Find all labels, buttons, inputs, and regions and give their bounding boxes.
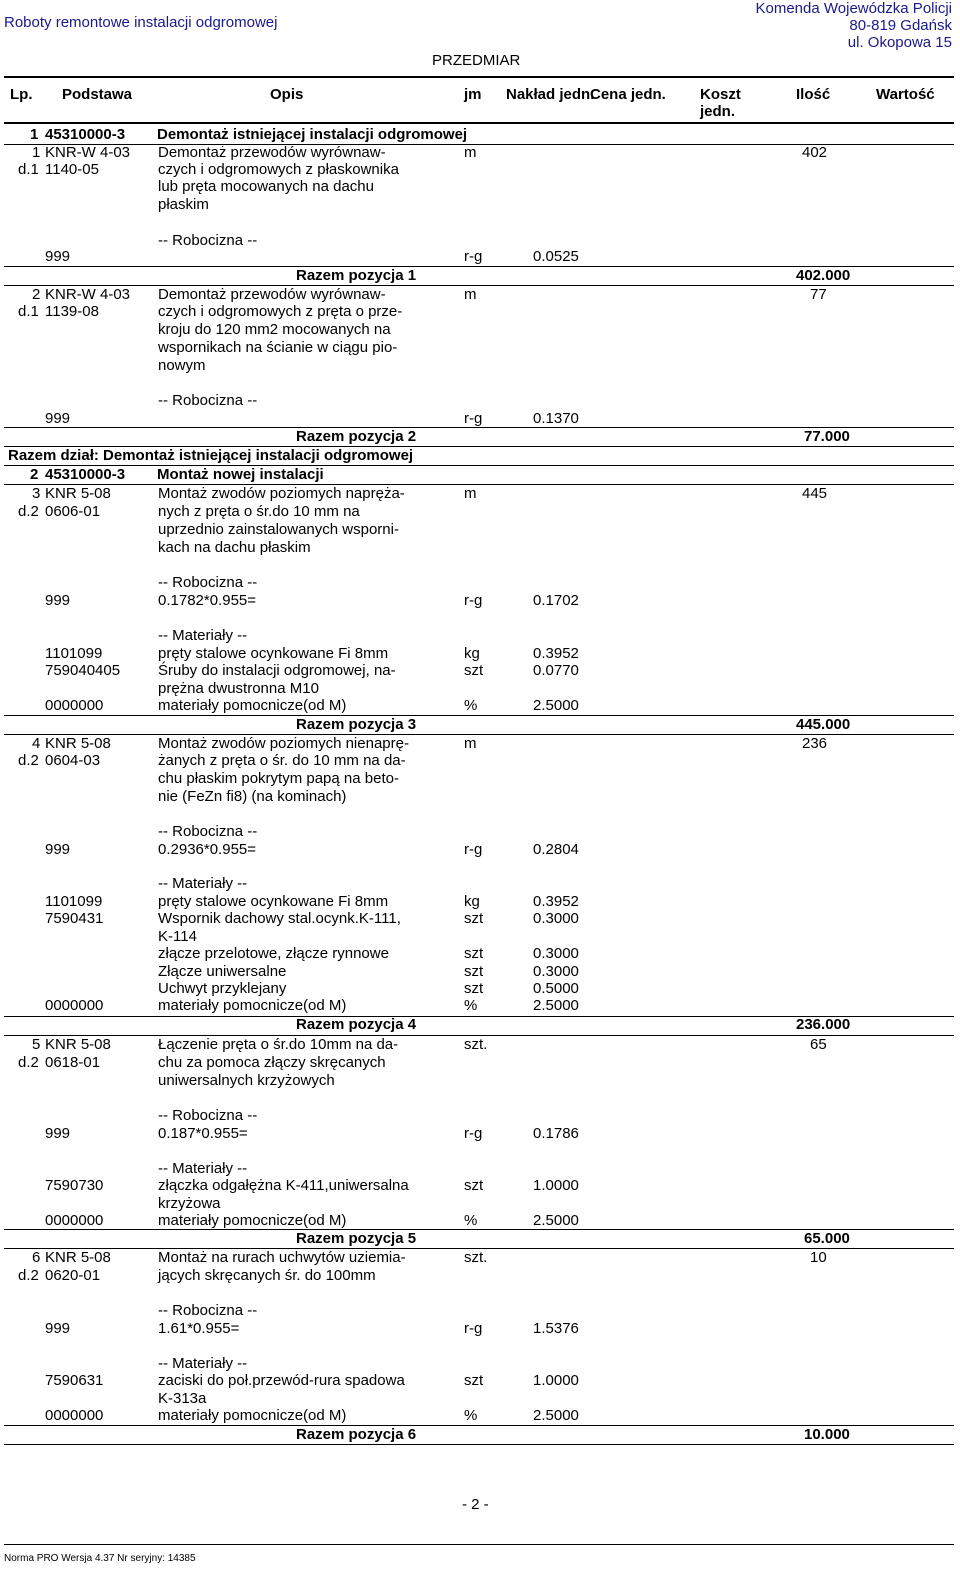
- material-desc: złącze przelotowe, złącze rynnowe: [158, 945, 389, 962]
- material-unit: kg: [464, 645, 480, 662]
- investor-street: ul. Okopowa 15: [847, 34, 952, 51]
- table-header-bottom-line: [4, 122, 954, 124]
- pos-qty: 77: [810, 286, 827, 303]
- pos-desc: czych i odgromowych z pręta o prze-: [158, 303, 403, 320]
- labor-unit: r-g: [464, 1125, 483, 1142]
- materials-label: -- Materiały --: [158, 627, 248, 644]
- material-desc: Wspornik dachowy stal.ocynk.K-111,: [158, 910, 401, 927]
- labor-unit: r-g: [464, 1320, 483, 1337]
- col-ilosc: Ilość: [796, 86, 831, 103]
- investor-city: 80-819 Gdańsk: [849, 17, 952, 34]
- labor-code: 999: [45, 1125, 71, 1142]
- pos-unit: m: [464, 485, 477, 502]
- pos-base-code: 0606-01: [45, 503, 101, 520]
- pos-qty: 445: [802, 485, 828, 502]
- section-title: Demontaż istniejącej instalacji odgromowej: [157, 126, 468, 143]
- labor-formula: 0.1782*0.955=: [158, 592, 257, 609]
- material-code: 0000000: [45, 1407, 104, 1424]
- material-desc: zaciski do poł.przewód-rura spadowa: [158, 1372, 405, 1389]
- pos-lp-section: d.2: [18, 1267, 39, 1284]
- material-unit: %: [464, 997, 478, 1014]
- pos-desc: Demontaż przewodów wyrównaw-: [158, 286, 386, 303]
- pos-unit: szt.: [464, 1249, 488, 1266]
- software-info: Norma PRO Wersja 4.37 Nr seryjny: 14385: [4, 1553, 196, 1564]
- pos-desc: płaskim: [158, 196, 209, 213]
- section-no: 1: [30, 126, 39, 143]
- col-lp: Lp.: [10, 86, 33, 103]
- pos-desc: wspornikach na ścianie w ciągu pio-: [158, 339, 398, 356]
- material-unit: szt: [464, 980, 484, 997]
- pos-qty: 65: [810, 1036, 827, 1053]
- pos-desc: Montaż zwodów poziomych nienaprę-: [158, 735, 409, 752]
- pos-lp: 5: [32, 1036, 41, 1053]
- pos-qty: 402: [802, 144, 828, 161]
- labor-unit: r-g: [464, 248, 483, 265]
- investor-name: Komenda Wojewódzka Policji: [755, 0, 952, 17]
- col-jm: jm: [464, 86, 482, 103]
- material-value: 0.5000: [533, 980, 579, 997]
- pos-desc: uprzednio zainstalowanych wsporni-: [158, 521, 399, 538]
- doc-type: PRZEDMIAR: [432, 52, 521, 69]
- table-top-line: [4, 76, 954, 78]
- material-code: 7590431: [45, 910, 104, 927]
- material-unit: %: [464, 1407, 478, 1424]
- section-sum-label: Razem dział: Demontaż istniejącej instalacji odgromowej: [8, 447, 414, 464]
- material-unit: kg: [464, 893, 480, 910]
- labor-value: 0.1370: [533, 410, 579, 427]
- material-unit: %: [464, 1212, 478, 1229]
- pos-lp-section: d.2: [18, 1054, 39, 1071]
- labor-formula: 0.187*0.955=: [158, 1125, 248, 1142]
- material-value: 0.3952: [533, 893, 579, 910]
- pos-desc: czych i odgromowych z płaskownika: [158, 161, 399, 178]
- material-unit: szt: [464, 945, 484, 962]
- material-desc: złączka odgałężna K-411,uniwersalna: [158, 1177, 409, 1194]
- pos-sum-value: 10.000: [804, 1426, 850, 1443]
- labor-code: 999: [45, 592, 71, 609]
- pos-sum-label: Razem pozycja 3: [296, 716, 417, 733]
- pos-sum-value: 65.000: [804, 1230, 850, 1247]
- pos-lp: 2: [32, 286, 41, 303]
- labor-unit: r-g: [464, 592, 483, 609]
- labor-value: 0.0525: [533, 248, 579, 265]
- pos-sum-value: 236.000: [796, 1016, 851, 1033]
- pos-desc: Demontaż przewodów wyrównaw-: [158, 144, 386, 161]
- labor-unit: r-g: [464, 841, 483, 858]
- pos-unit: m: [464, 286, 477, 303]
- material-unit: szt: [464, 963, 484, 980]
- col-opis: Opis: [270, 86, 304, 103]
- pos-base-code: 1140-05: [45, 161, 99, 178]
- material-desc: materiały pomocnicze(od M): [158, 1212, 347, 1229]
- col-podstawa: Podstawa: [62, 86, 133, 103]
- material-value: 2.5000: [533, 697, 579, 714]
- material-desc: K-114: [158, 928, 197, 945]
- pos-desc: lub pręta mocowanych na dachu: [158, 178, 374, 195]
- pos-base-code: 0604-03: [45, 752, 101, 769]
- material-desc: materiały pomocnicze(od M): [158, 997, 347, 1014]
- material-value: 2.5000: [533, 1212, 579, 1229]
- labor-label: -- Robocizna --: [158, 232, 258, 249]
- material-value: 0.0770: [533, 662, 579, 679]
- pos-base: KNR 5-08: [45, 735, 111, 752]
- pos-base: KNR 5-08: [45, 1036, 111, 1053]
- material-desc: krzyżowa: [158, 1195, 221, 1212]
- material-code: 0000000: [45, 1212, 104, 1229]
- pos-lp: 3: [32, 485, 41, 502]
- pos-qty: 10: [810, 1249, 827, 1266]
- page-number: - 2 -: [462, 1496, 489, 1513]
- material-desc: Złącze uniwersalne: [158, 963, 287, 980]
- pos-sum-label: Razem pozycja 6: [296, 1426, 417, 1443]
- labor-label: -- Robocizna --: [158, 574, 258, 591]
- material-value: 0.3952: [533, 645, 579, 662]
- pos-base: KNR-W 4-03: [45, 144, 131, 161]
- col-koszt-2: jedn.: [700, 103, 736, 120]
- pos-sum-value: 402.000: [796, 267, 851, 284]
- materials-label: -- Materiały --: [158, 1160, 248, 1177]
- pos-base: KNR-W 4-03: [45, 286, 131, 303]
- pos-lp-section: d.2: [18, 752, 39, 769]
- pos-lp: 4: [32, 735, 41, 752]
- material-value: 0.3000: [533, 945, 579, 962]
- pos-desc: Montaż zwodów poziomych napręża-: [158, 485, 405, 502]
- material-desc: Śruby do instalacji odgromowej, na-: [158, 662, 396, 679]
- material-code: 1101099: [45, 893, 103, 910]
- labor-code: 999: [45, 1320, 71, 1337]
- material-value: 2.5000: [533, 997, 579, 1014]
- pos-desc: chu płaskim pokrytym papą na beto-: [158, 770, 399, 787]
- section-no: 2: [30, 466, 39, 483]
- labor-value: 0.1702: [533, 592, 579, 609]
- material-desc: pręty stalowe ocynkowane Fi 8mm: [158, 645, 389, 662]
- material-desc: K-313a: [158, 1390, 207, 1407]
- col-cena: Cena jedn.: [590, 86, 666, 103]
- material-desc: materiały pomocnicze(od M): [158, 697, 347, 714]
- pos-sum-label: Razem pozycja 1: [296, 267, 417, 284]
- pos-desc: Łączenie pręta o śr.do 10mm na da-: [158, 1036, 399, 1053]
- material-unit: szt: [464, 910, 484, 927]
- material-desc: materiały pomocnicze(od M): [158, 1407, 347, 1424]
- col-naklad: Nakład jedn.: [506, 86, 595, 103]
- material-code: 1101099: [45, 645, 103, 662]
- material-unit: szt: [464, 662, 484, 679]
- material-desc: prężna dwustronna M10: [158, 680, 319, 697]
- pos-sum-label: Razem pozycja 5: [296, 1230, 417, 1247]
- labor-label: -- Robocizna --: [158, 392, 258, 409]
- pos-desc: kach na dachu płaskim: [158, 539, 311, 556]
- labor-value: 0.2804: [533, 841, 579, 858]
- labor-label: -- Robocizna --: [158, 1302, 258, 1319]
- pos-desc: jących skręcanych śr. do 100mm: [158, 1267, 376, 1284]
- pos-sum-label: Razem pozycja 4: [296, 1016, 417, 1033]
- row-separator: [4, 465, 954, 466]
- pos-desc: chu za pomoca złączy skręcanych: [158, 1054, 386, 1071]
- footer-line: [4, 1544, 954, 1545]
- doc-title: Roboty remontowe instalacji odgromowej: [4, 14, 278, 31]
- labor-unit: r-g: [464, 410, 483, 427]
- pos-desc: uniwersalnych krzyżowych: [158, 1072, 335, 1089]
- material-value: 1.0000: [533, 1372, 579, 1389]
- table-bottom-line: [4, 1444, 954, 1445]
- pos-lp-section: d.1: [18, 161, 39, 178]
- material-code: 0000000: [45, 997, 104, 1014]
- material-code: 759040405: [45, 662, 121, 679]
- material-value: 1.0000: [533, 1177, 579, 1194]
- pos-lp-section: d.2: [18, 503, 39, 520]
- material-value: 2.5000: [533, 1407, 579, 1424]
- labor-code: 999: [45, 248, 71, 265]
- section-code: 45310000-3: [45, 466, 126, 483]
- section-code: 45310000-3: [45, 126, 126, 143]
- labor-label: -- Robocizna --: [158, 823, 258, 840]
- pos-desc: Montaż na rurach uchwytów uziemia-: [158, 1249, 406, 1266]
- material-desc: Uchwyt przyklejany: [158, 980, 287, 997]
- material-desc: pręty stalowe ocynkowane Fi 8mm: [158, 893, 389, 910]
- pos-base: KNR 5-08: [45, 1249, 111, 1266]
- pos-desc: nie (FeZn fi8) (na kominach): [158, 788, 347, 805]
- materials-label: -- Materiały --: [158, 1355, 248, 1372]
- material-unit: szt: [464, 1177, 484, 1194]
- labor-value: 0.1786: [533, 1125, 579, 1142]
- material-value: 0.3000: [533, 910, 579, 927]
- col-koszt: Koszt: [700, 86, 741, 103]
- materials-label: -- Materiały --: [158, 875, 248, 892]
- pos-unit: m: [464, 144, 477, 161]
- pos-desc: nych z pręta o śr.do 10 mm na: [158, 503, 360, 520]
- material-value: 0.3000: [533, 963, 579, 980]
- pos-sum-label: Razem pozycja 2: [296, 428, 417, 445]
- labor-formula: 1.61*0.955=: [158, 1320, 240, 1337]
- pos-base-code: 0618-01: [45, 1054, 101, 1071]
- section-title: Montaż nowej instalacji: [157, 466, 324, 483]
- pos-sum-value: 445.000: [796, 716, 851, 733]
- labor-label: -- Robocizna --: [158, 1107, 258, 1124]
- pos-desc: kroju do 120 mm2 mocowanych na: [158, 321, 391, 338]
- pos-lp: 6: [32, 1249, 41, 1266]
- col-wartosc: Wartość: [876, 86, 935, 103]
- pos-sum-value: 77.000: [804, 428, 850, 445]
- labor-code: 999: [45, 410, 71, 427]
- labor-value: 1.5376: [533, 1320, 579, 1337]
- pos-lp: 1: [32, 144, 41, 161]
- pos-desc: żanych z pręta o śr. do 10 mm na da-: [158, 752, 406, 769]
- pos-base-code: 1139-08: [45, 303, 99, 320]
- material-code: 0000000: [45, 697, 104, 714]
- pos-base: KNR 5-08: [45, 485, 111, 502]
- labor-formula: 0.2936*0.955=: [158, 841, 257, 858]
- pos-lp-section: d.1: [18, 303, 39, 320]
- pos-unit: szt.: [464, 1036, 488, 1053]
- material-code: 7590730: [45, 1177, 104, 1194]
- pos-base-code: 0620-01: [45, 1267, 101, 1284]
- material-unit: szt: [464, 1372, 484, 1389]
- material-code: 7590631: [45, 1372, 104, 1389]
- pos-desc: nowym: [158, 357, 206, 374]
- material-unit: %: [464, 697, 478, 714]
- pos-unit: m: [464, 735, 477, 752]
- labor-code: 999: [45, 841, 71, 858]
- pos-qty: 236: [802, 735, 828, 752]
